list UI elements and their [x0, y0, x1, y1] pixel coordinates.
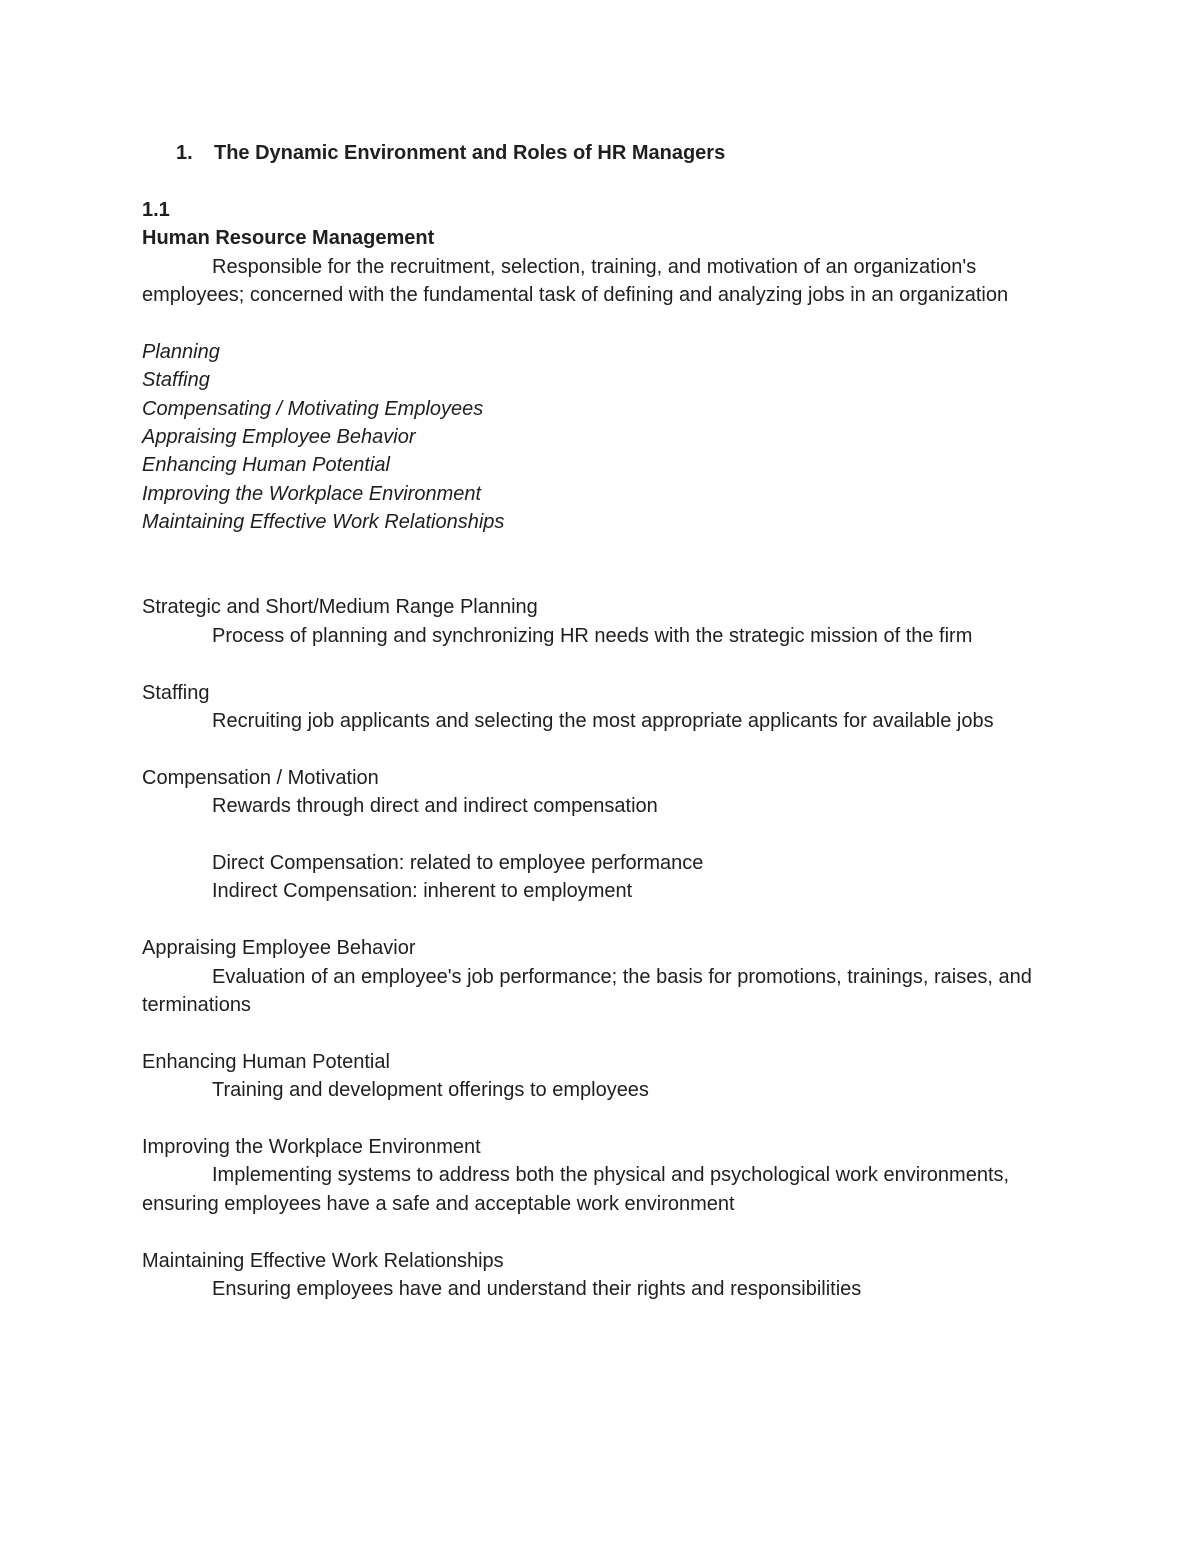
definition-staffing — [142, 679, 1062, 736]
definition-term: Staffing — [142, 681, 210, 704]
list-item: Compensating / Motivating Employees — [142, 397, 484, 420]
definition-text: Recruiting job applicants and selecting the most appropriate applicants for available jobs — [212, 710, 994, 733]
indirect-compensation: Indirect Compensation: inherent to employment — [212, 880, 633, 903]
blank-line — [142, 167, 1062, 195]
definition-text: Evaluation of an employee's job performance; the basis for promotions, trainings, raises, and terminations — [142, 965, 1032, 1017]
direct-compensation: Direct Compensation: related to employee performance — [212, 852, 704, 875]
blank-line — [142, 1019, 1062, 1047]
list-item: Improving the Workplace Environment — [142, 482, 482, 505]
definition-text: Implementing systems to address both the physical and psychological work environments, ensuring employees have a safe and acceptable work environment — [142, 1164, 1010, 1215]
definition-text: Ensuring employees have and understand their rights and responsibilities — [212, 1278, 862, 1301]
definition-planning — [142, 593, 1062, 650]
document-page — [142, 139, 1062, 1303]
section-number: 1. — [176, 142, 193, 164]
list-item: Planning — [142, 340, 220, 363]
subsection-number: 1.1 — [142, 198, 170, 221]
section-title: The Dynamic Environment and Roles of HR Managers — [214, 142, 726, 164]
definition-term: Strategic and Short/Medium Range Planning — [142, 596, 538, 619]
blank-line — [142, 906, 1062, 934]
subsection-title: Human Resource Management — [142, 227, 435, 250]
blank-line — [142, 565, 1062, 593]
definition-text: Rewards through direct and indirect compensation — [212, 795, 658, 818]
blank-line — [142, 735, 1062, 763]
definition-term: Enhancing Human Potential — [142, 1050, 390, 1073]
list-item: Staffing — [142, 369, 210, 392]
list-item: Appraising Employee Behavior — [142, 426, 416, 449]
definition-text: Training and development offerings to employees — [212, 1079, 649, 1102]
blank-line — [142, 1218, 1062, 1246]
definition-term: Maintaining Effective Work Relationships — [142, 1249, 504, 1272]
function-list — [142, 338, 1062, 537]
blank-line — [142, 537, 1062, 565]
definition-appraising — [142, 934, 1062, 1019]
definition-term: Compensation / Motivation — [142, 766, 379, 789]
list-item: Maintaining Effective Work Relationships — [142, 511, 505, 534]
blank-line — [142, 821, 1062, 849]
definition-enhancing — [142, 1048, 1062, 1105]
blank-line — [142, 650, 1062, 678]
blank-line — [142, 1105, 1062, 1133]
definition-relationships — [142, 1247, 1062, 1304]
definition-compensation — [142, 764, 1062, 906]
blank-line — [142, 309, 1062, 337]
list-item: Enhancing Human Potential — [142, 454, 390, 477]
definition-term: Improving the Workplace Environment — [142, 1136, 481, 1159]
subsection-description: Responsible for the recruitment, selection, training, and motivation of an organization's employees; concerned with the fundamental task of defining and analyzing jobs in an organization — [142, 255, 1009, 307]
definition-term: Appraising Employee Behavior — [142, 937, 416, 960]
definition-text: Process of planning and synchronizing HR needs with the strategic mission of the firm — [212, 624, 973, 647]
section-heading — [142, 139, 1062, 167]
definition-workplace — [142, 1133, 1062, 1218]
